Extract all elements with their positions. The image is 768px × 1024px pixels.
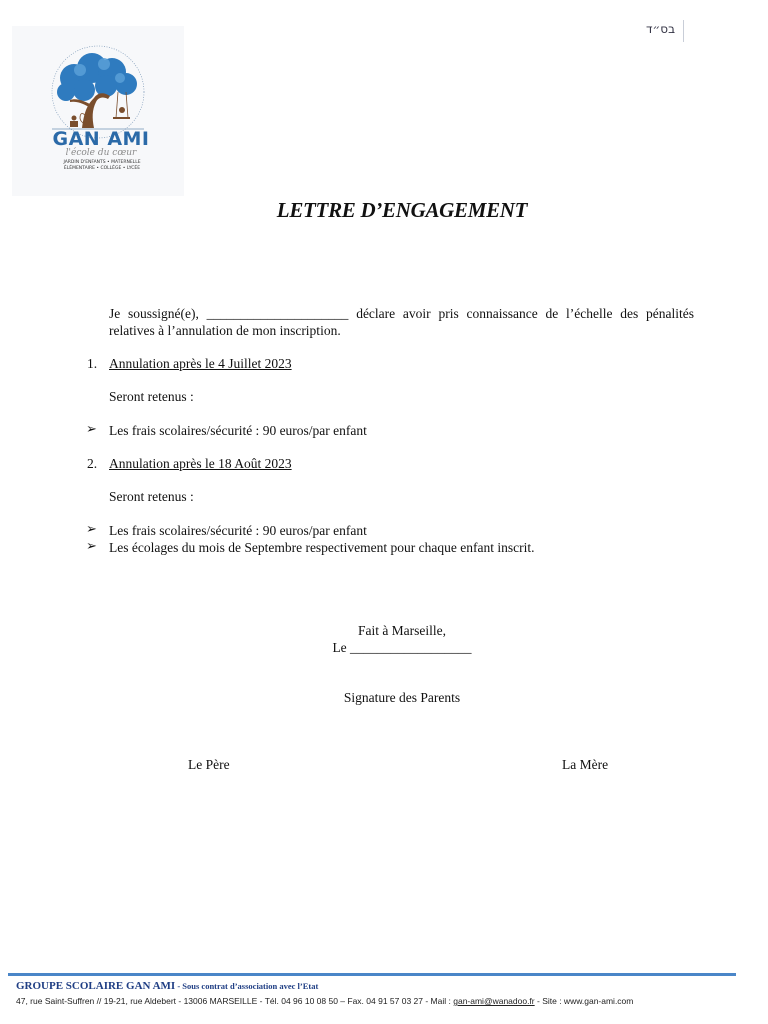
footer-organization (16, 980, 318, 992)
hebrew-header-mark: בס״ד (646, 22, 676, 36)
place-line: Fait à Marseille, (357, 623, 447, 638)
section-2-retained-label: Seront retenus : (109, 489, 194, 504)
bullet-arrow-icon: ➢ (86, 522, 97, 537)
signature-title: Signature des Parents (343, 690, 461, 705)
footer-divider (8, 973, 736, 976)
section-1-retained-label: Seront retenus : (109, 389, 194, 404)
logo-name: GAN AMI (52, 128, 150, 150)
section-1-heading: Annulation après le 4 Juillet 2023 (109, 356, 292, 371)
section-1-bullet-1: Les frais scolaires/sécurité : 90 euros/par enfant (109, 423, 367, 438)
mother-signature-label: La Mère (562, 757, 609, 772)
section-2-heading: Annulation après le 18 Août 2023 (109, 456, 292, 471)
logo-tagline: l'école du cœur (65, 148, 137, 158)
father-signature-label: Le Père (188, 757, 230, 772)
footer-org-name: GROUPE SCOLAIRE GAN AMI (16, 980, 176, 992)
section-1-number: 1. (87, 356, 98, 371)
footer-site: - Site : www.gan-ami.com (534, 996, 634, 1006)
date-line: Le __________________ (332, 640, 472, 655)
footer-address (16, 996, 633, 1006)
section-2-bullet-2: Les écolages du mois de Septembre respectivement pour chaque enfant inscrit. (109, 540, 535, 555)
section-2-number: 2. (87, 456, 98, 471)
footer-email-link[interactable]: gan-ami@wanadoo.fr (453, 996, 535, 1006)
bullet-arrow-icon: ➢ (86, 539, 97, 554)
section-2-bullet-1: Les frais scolaires/sécurité : 90 euros/par enfant (109, 523, 367, 538)
footer-address-text: 47, rue Saint-Suffren // 19-21, rue Aldebert - 13006 MARSEILLE - Tél. 04 96 10 08 50 – Fax. 04 91 57 03 27 - Mail : (16, 996, 454, 1006)
header-divider (683, 20, 684, 42)
intro-paragraph: Je soussigné(e), _____________________ déclare avoir pris connaissance de l’échelle des pénalités relatives à l’annulation de mon inscription. (109, 306, 694, 338)
document-title: LETTRE D’ENGAGEMENT (276, 198, 528, 222)
bullet-arrow-icon: ➢ (86, 422, 97, 437)
logo-subtitle: JARDIN D'ENFANTS • MATERNELLE ÉLÉMENTAIRE • COLLÈGE • LYCÉE (63, 160, 141, 171)
footer-org-status: - Sous contrat d’association avec l’Etat (175, 981, 319, 991)
